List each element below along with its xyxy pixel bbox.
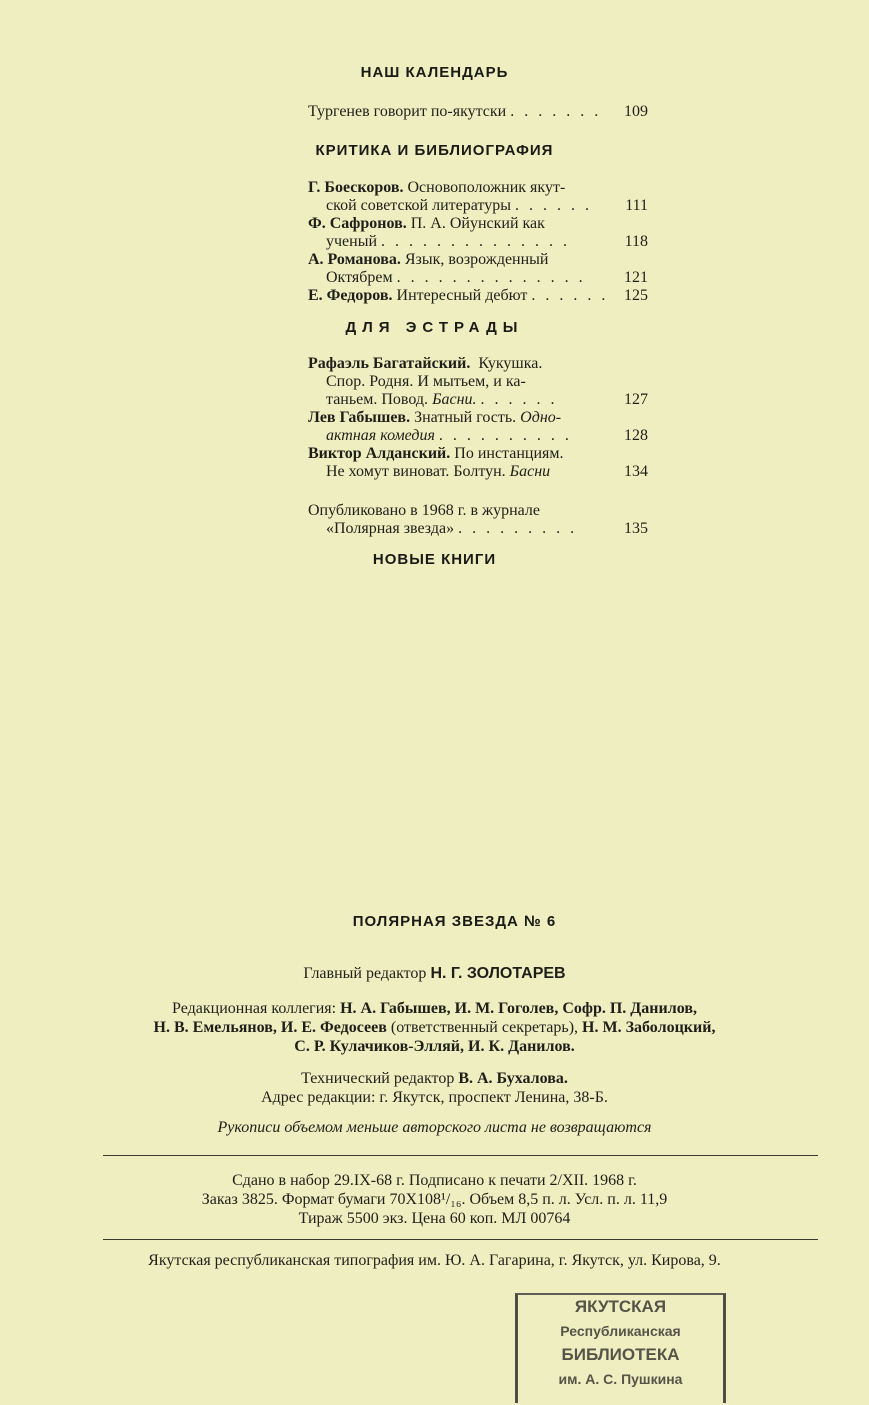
toc-entry-line: Виктор Алданский. По инстанциям.	[308, 445, 564, 462]
technical-editor: Технический редактор В. А. Бухалова. Адрес редакции: г. Якутск, проспект Ленина, 38-Б.	[261, 1070, 608, 1106]
toc-entry-line: А. Романова. Язык, возрожденный	[308, 251, 549, 268]
criticism-title: КРИТИКА И БИБЛИОГРАФИЯ	[315, 142, 554, 159]
toc-entry: Октябрем . . . . . . . . . . . . . . 121	[326, 269, 648, 286]
leader-dots: . . . . . . .	[510, 103, 602, 120]
calendar-title: НАШ КАЛЕНДАРЬ	[360, 64, 509, 81]
toc-entry: ученый . . . . . . . . . . . . . . 118	[326, 233, 648, 250]
toc-page: 118	[624, 233, 648, 250]
toc-entry: Не хомут виноват. Болтун. Басни 134	[326, 463, 648, 480]
toc-entry: Е. Федоров. Интересный дебют . . . . . . 125	[308, 287, 648, 304]
new-books-title: НОВЫЕ КНИГИ	[372, 551, 497, 568]
manuscript-note: Рукописи объемом меньше авторского листа не возвращаются	[217, 1119, 652, 1136]
printer-line: Якутская республиканская типография им. Ю. А. Гагарина, г. Якутск, ул. Кирова, 9.	[148, 1252, 721, 1269]
toc-page: 135	[624, 520, 648, 537]
toc-entry-line: Ф. Сафронов. П. А. Ойунский как	[308, 215, 545, 232]
editorial-board: Редакционная коллегия: Н. А. Габышев, И. М. Гоголев, Софр. П. Данилов, Н. В. Емельянов, И. Е. Федосеев (ответственный секретарь), Н. М. Заболоцкий, С. Р. Кулачиков-Элляй, И. К. Данилов.	[153, 1000, 716, 1055]
toc-page: 109	[624, 103, 648, 120]
chief-editor: Главный редактор Н. Г. ЗОЛОТАРЕВ	[303, 965, 566, 982]
divider	[103, 1239, 818, 1240]
criticism-toc	[308, 179, 648, 305]
stage-toc	[308, 355, 648, 538]
imprint: Сдано в набор 29.IX-68 г. Подписано к печати 2/XII. 1968 г. Заказ 3825. Формат бумаги 70Х108¹/₁₆. Объем 8,5 п. л. Усл. п. л. 11,9 Тираж 5500 экз. Цена 60 коп. МЛ 00764	[201, 1172, 668, 1227]
toc-entry	[308, 103, 648, 121]
library-stamp: ЯКУТСКАЯ Республиканская БИБЛИОТЕКА им. А. С. Пушкина	[515, 1293, 726, 1403]
toc-page: 125	[624, 287, 648, 304]
toc-entry: актная комедия . . . . . . . . . . 128	[326, 427, 648, 444]
toc-page: 111	[625, 197, 648, 214]
toc-entry: ской советской литературы . . . . . . 111	[326, 197, 648, 214]
toc-entry-text: Тургенев говорит по-якутски	[308, 103, 507, 120]
toc-entry: таньем. Повод. Басни. . . . . . . 127	[326, 391, 648, 408]
divider	[103, 1155, 818, 1156]
stage-title: ДЛЯ ЭСТРАДЫ	[345, 319, 524, 336]
toc-entry: «Полярная звезда» . . . . . . . . . 135	[326, 520, 648, 537]
toc-entry-line: Лев Габышев. Знатный гость. Одно-	[308, 409, 562, 426]
toc-page: 121	[624, 269, 648, 286]
toc-entry-line: Рафаэль Багатайский. Кукушка.	[308, 355, 543, 372]
toc-entry-line: Опубликовано в 1968 г. в журнале	[308, 502, 540, 519]
journal-title: ПОЛЯРНАЯ ЗВЕЗДА № 6	[352, 913, 557, 930]
toc-entry-line: Спор. Родня. И мытьем, и ка-	[326, 373, 526, 390]
toc-page: 127	[624, 391, 648, 408]
toc-page: 134	[624, 463, 648, 480]
calendar-toc	[308, 103, 648, 121]
toc-page: 128	[624, 427, 648, 444]
toc-entry-line: Г. Боескоров. Основоположник якут-	[308, 179, 566, 196]
